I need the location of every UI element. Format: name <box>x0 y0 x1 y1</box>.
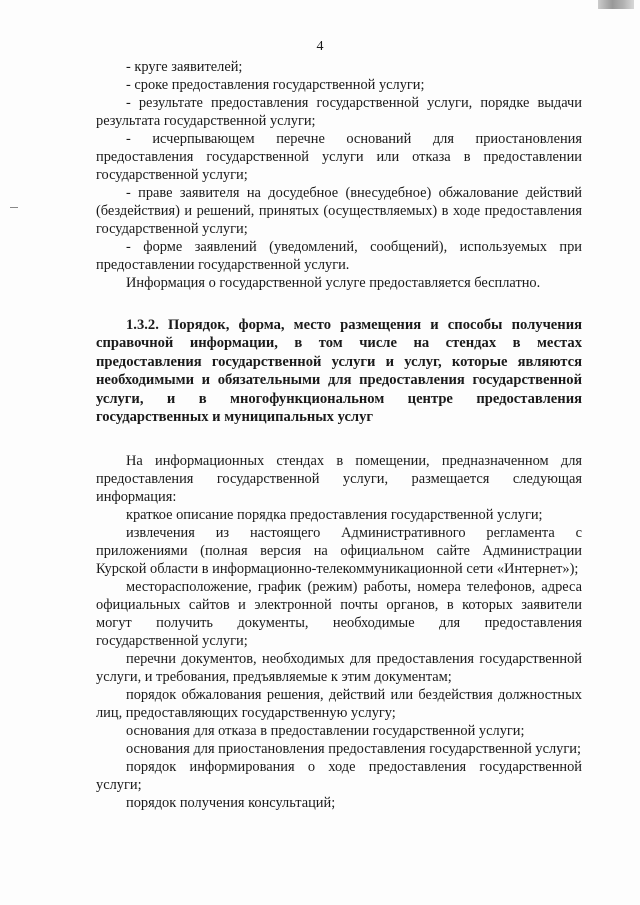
stand-item: порядок обжалования решения, действий или бездействия должностных лиц, предоставляющих государственную услугу; <box>96 687 582 722</box>
intro-item: - исчерпывающем перечне оснований для приостановления предоставления государственной услуги или отказа в предоставлении государственной услуги; <box>96 131 582 183</box>
intro-item: - круге заявителей; <box>126 59 243 75</box>
stand-item: порядок получения консультаций; <box>126 795 336 812</box>
section-heading: 1.3.2. Порядок, форма, место размещения и способы получения справочной информации, в том числе на стендах в местах предоставления государственной услуги и услуг, которые являются необходимыми и обязательными для предоставления государственной услуги, и в многофункциональном центре предоставления государственных и муниципальных услуг <box>96 317 582 426</box>
intro-item: - праве заявителя на досудебное (внесудебное) обжалование действий (бездействия) и решений, принятых (осуществляемых) в ходе предоставления государственной услуги; <box>96 185 582 237</box>
stand-item: порядок информирования о ходе предоставления государственной услуги; <box>96 759 582 794</box>
stand-item: месторасположение, график (режим) работы, номера телефонов, адреса официальных сайтов и электронной почты органов, в которых заявители могут получить документы, необходимые для предоставления государственной услуги; <box>96 579 582 650</box>
stand-item: извлечения из настоящего Административного регламента с приложениями (полная версия на официальном сайте Администрации Курской области в информационно-телекоммуникационной сети «Интернет»); <box>96 525 582 578</box>
intro-item: - результате предоставления государственной услуги, порядке выдачи результата государственной услуги; <box>96 95 582 129</box>
stand-item: краткое описание порядка предоставления государственной услуги; <box>126 507 543 524</box>
intro-item: - сроке предоставления государственной услуги; <box>126 77 425 93</box>
scan-artifact <box>598 0 634 9</box>
stand-item: основания для отказа в предоставлении государственной услуги; <box>126 723 525 740</box>
stand-item: перечни документов, необходимых для предоставления государственной услуги, и требования, предъявляемые к этим документам; <box>96 651 582 686</box>
free-of-charge-note: Информация о государственной услуге предоставляется бесплатно. <box>126 275 541 291</box>
page-number: 4 <box>316 39 324 54</box>
stands-intro: На информационных стендах в помещении, предназначенном для предоставления государственной услуги, размещается следующая информация: <box>96 453 582 506</box>
stand-item: основания для приостановления предоставления государственной услуги; <box>126 741 581 758</box>
scan-artifact-margin <box>10 207 18 208</box>
intro-item: - форме заявлений (уведомлений, сообщений), используемых при предоставлении государственной услуги. <box>96 239 582 273</box>
document-body <box>96 58 582 812</box>
